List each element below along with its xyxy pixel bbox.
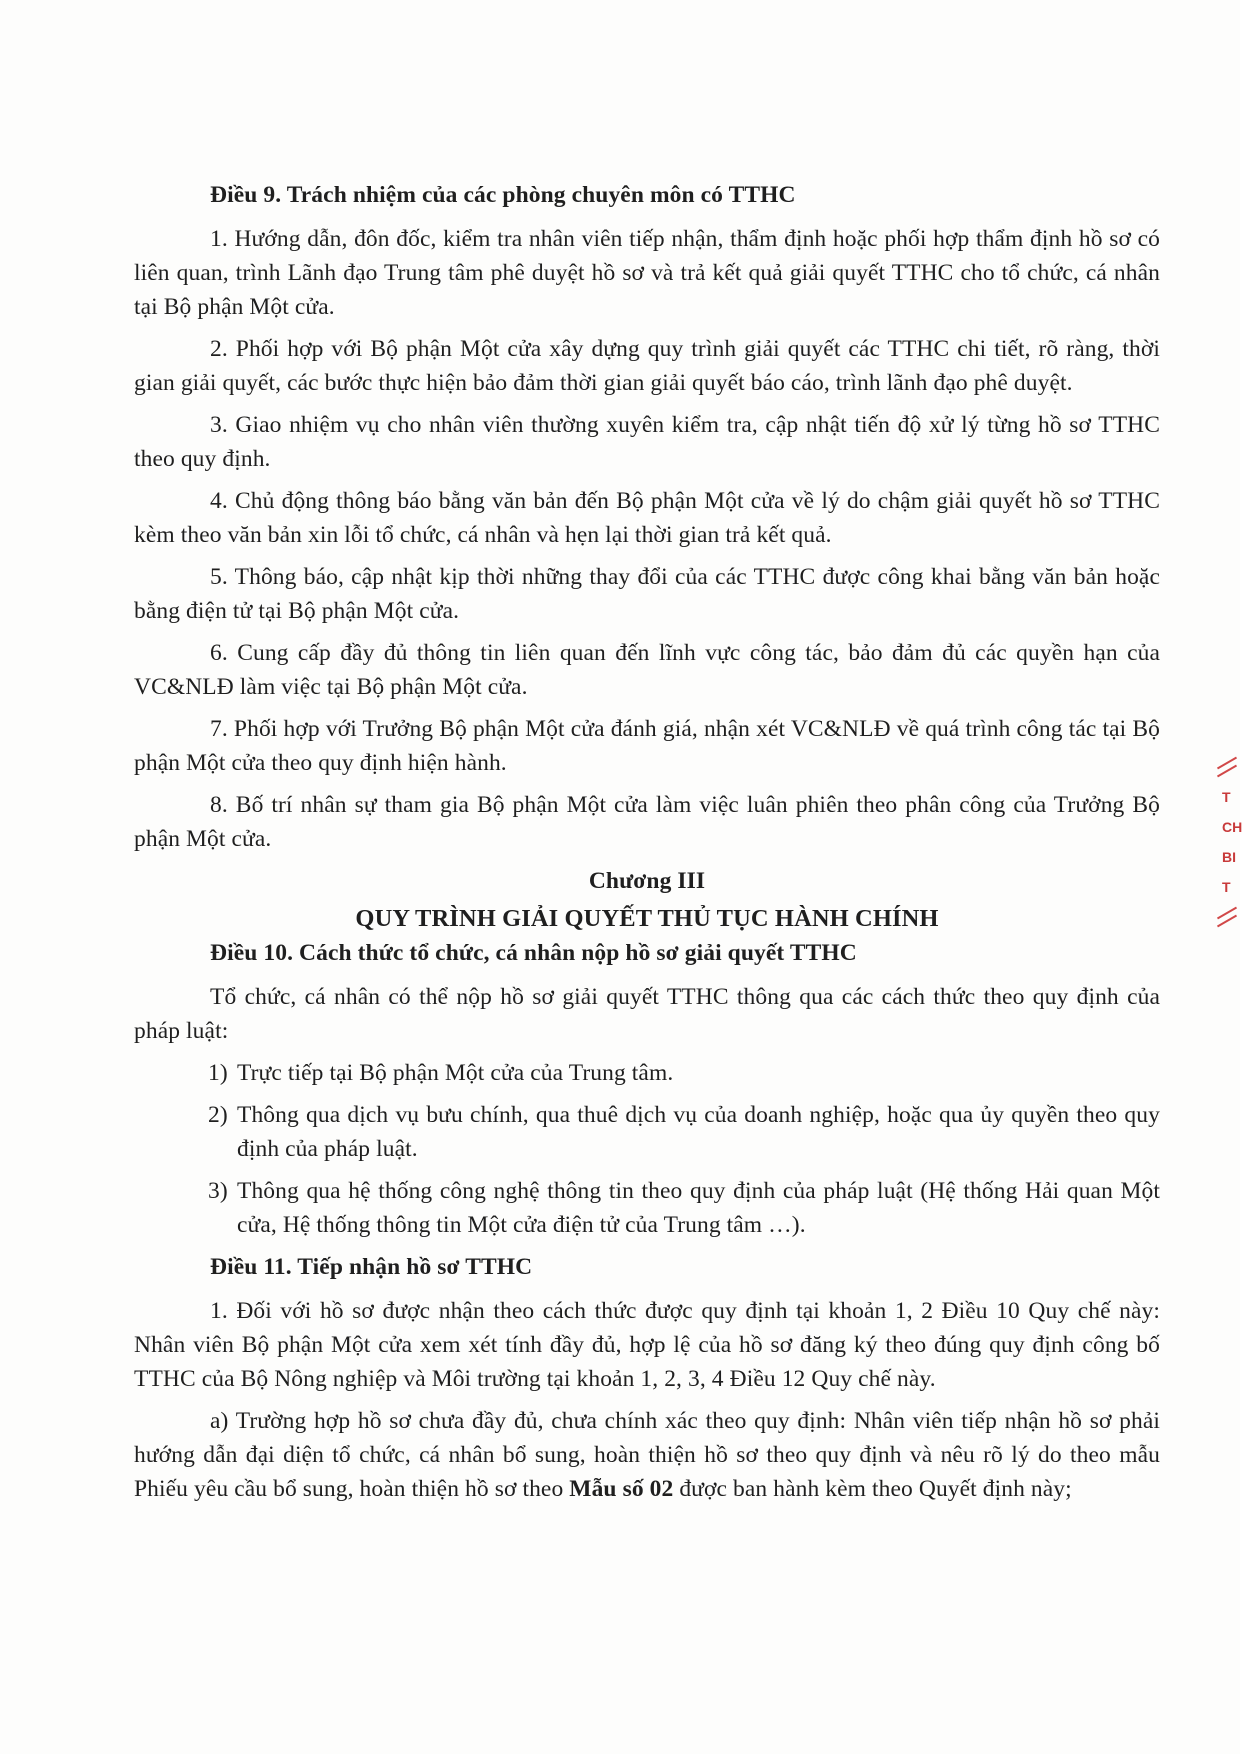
- stamp-text: BI: [1222, 849, 1236, 865]
- article-11-clause-1: 1. Đối với hồ sơ được nhận theo cách thức được quy định tại khoản 1, 2 Điều 10 Quy chế này: Nhân viên Bộ phận Một cửa xem xét tính đầy đủ, hợp lệ của hồ sơ đăng ký theo đúng quy định công bố TTHC của Bộ Nông nghiệp và Môi trường tại khoản 1, 2, 3, 4 Điều 12 Quy chế này.: [134, 1298, 1160, 1392]
- stamp-text: T: [1222, 879, 1231, 895]
- article-10-item-1: [134, 1056, 1160, 1090]
- article-9-clause-1: 1. Hướng dẫn, đôn đốc, kiểm tra nhân viên tiếp nhận, thẩm định hoặc phối hợp thẩm định hồ sơ có liên quan, trình Lãnh đạo Trung tâm phê duyệt hồ sơ và trả kết quả giải quyết TTHC cho tổ chức, cá nhân tại Bộ phận Một cửa.: [134, 226, 1160, 320]
- chapter-title: QUY TRÌNH GIẢI QUYẾT THỦ TỤC HÀNH CHÍNH: [355, 905, 939, 932]
- article-10-intro: Tổ chức, cá nhân có thể nộp hồ sơ giải quyết TTHC thông qua các cách thức theo quy định của pháp luật:: [134, 984, 1160, 1044]
- margin-stamp: [1210, 752, 1240, 962]
- article-9-clause-3: 3. Giao nhiệm vụ cho nhân viên thường xuyên kiểm tra, cập nhật tiến độ xử lý từng hồ sơ TTHC theo quy định.: [134, 412, 1160, 472]
- article-9-title: Điều 9. Trách nhiệm của các phòng chuyên môn có TTHC: [210, 182, 796, 208]
- article-9-clause-4: 4. Chủ động thông báo bằng văn bản đến Bộ phận Một cửa về lý do chậm giải quyết hồ sơ TTHC kèm theo văn bản xin lỗi tổ chức, cá nhân và hẹn lại thời gian trả kết quả.: [134, 488, 1160, 548]
- form-reference: Mẫu số 02: [569, 1476, 674, 1502]
- article-10-item-3: [134, 1174, 1160, 1242]
- list-item-number: 2): [208, 1102, 228, 1128]
- stamp-text: CH: [1222, 819, 1242, 835]
- list-item-text: Thông qua dịch vụ bưu chính, qua thuê dịch vụ của doanh nghiệp, hoặc qua ủy quyền theo quy định của pháp luật.: [237, 1102, 1160, 1162]
- clause-text-end: được ban hành kèm theo Quyết định này;: [673, 1476, 1072, 1502]
- list-item-text: Trực tiếp tại Bộ phận Một cửa của Trung tâm.: [237, 1060, 674, 1086]
- stamp-stripe-icon: [1210, 902, 1240, 932]
- list-item-text: Thông qua hệ thống công nghệ thông tin theo quy định của pháp luật (Hệ thống Hải quan Một cửa, Hệ thống thông tin Một cửa điện tử của Trung tâm …).: [237, 1178, 1160, 1238]
- stamp-text: T: [1222, 789, 1231, 805]
- article-10-item-2: [134, 1098, 1160, 1166]
- article-11-clause-1a: [134, 1404, 1160, 1506]
- article-10-title: Điều 10. Cách thức tổ chức, cá nhân nộp hồ sơ giải quyết TTHC: [210, 940, 857, 966]
- article-9-clause-6: 6. Cung cấp đầy đủ thông tin liên quan đến lĩnh vực công tác, bảo đảm đủ các quyền hạn của VC&NLĐ làm việc tại Bộ phận Một cửa.: [134, 640, 1160, 700]
- stamp-stripe-icon: [1210, 752, 1240, 782]
- article-9-clause-5: 5. Thông báo, cập nhật kịp thời những thay đổi của các TTHC được công khai bằng văn bản hoặc bằng điện tử tại Bộ phận Một cửa.: [134, 564, 1160, 624]
- chapter-label: Chương III: [588, 868, 706, 894]
- clause-text-start: a) Trường hợp hồ sơ chưa đầy đủ, chưa chính xác theo quy định: Nhân viên tiếp nhận hồ sơ phải hướng dẫn đại diện tổ chức, cá nhân bổ sung, hoàn thiện hồ sơ theo quy định và nêu rõ lý do theo mẫu Phiếu yêu cầu bổ sung, hoàn thiện hồ sơ theo: [134, 1408, 1160, 1502]
- document-body: [134, 178, 1160, 1514]
- article-11-title: Điều 11. Tiếp nhận hồ sơ TTHC: [210, 1254, 533, 1280]
- list-item-number: 1): [208, 1060, 228, 1086]
- list-item-number: 3): [208, 1178, 228, 1204]
- article-9-clause-2: 2. Phối hợp với Bộ phận Một cửa xây dựng quy trình giải quyết các TTHC chi tiết, rõ ràng, thời gian giải quyết, các bước thực hiện bảo đảm thời gian giải quyết báo cáo, trình lãnh đạo phê duyệt.: [134, 336, 1160, 396]
- article-9-clause-7: 7. Phối hợp với Trưởng Bộ phận Một cửa đánh giá, nhận xét VC&NLĐ về quá trình công tác tại Bộ phận Một cửa theo quy định hiện hành.: [134, 716, 1160, 776]
- article-9-clause-8: 8. Bố trí nhân sự tham gia Bộ phận Một cửa làm việc luân phiên theo phân công của Trưởng Bộ phận Một cửa.: [134, 792, 1160, 852]
